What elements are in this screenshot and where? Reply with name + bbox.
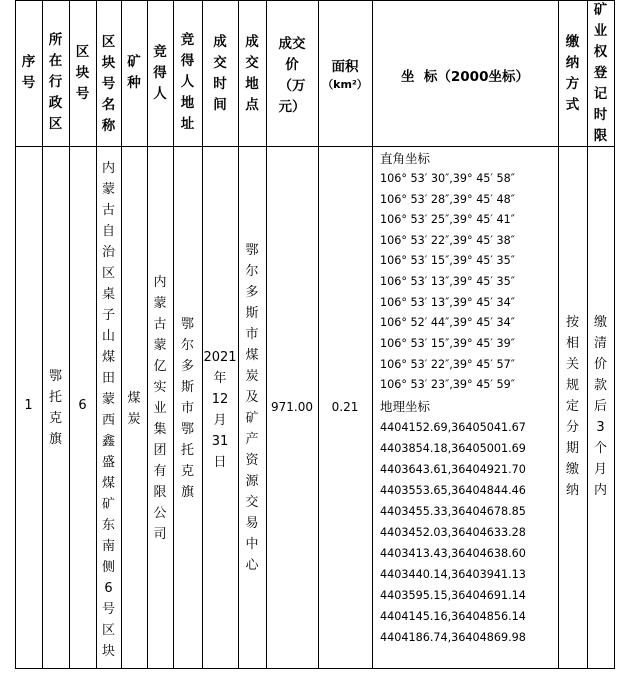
header-bidder-addr: 竞 得 人 地 址 xyxy=(180,32,195,132)
cell-deal-place: 鄂 尔 多 斯 市 煤 炭 及 矿 产 资 源 交 易 中 心 xyxy=(245,243,259,573)
cell-payment: 按 相 关 规 定 分 期 缴 纳 xyxy=(565,315,579,498)
geo-coord: 4403595.15,36404691.14 xyxy=(380,589,526,602)
header-block-no: 区 块 号 xyxy=(75,44,90,102)
header-bidder: 竞 得 人 xyxy=(153,44,167,102)
header-mineral: 矿 种 xyxy=(127,54,141,91)
cell-block-name: 内 蒙 古 自 治 区 桌 子 山 煤 田 蒙 西 鑫 盛 煤 矿 东 南 侧 6 号 区 块 xyxy=(101,161,115,659)
rect-coord: 106° 53′ 15″,39° 45′ 39″ xyxy=(380,337,515,350)
geo-coords-title: 地理坐标 xyxy=(380,399,431,414)
cell-price: 971.00 xyxy=(271,400,313,414)
rect-coord: 106° 53′ 13″,39° 45′ 34″ xyxy=(380,296,515,309)
geo-coord: 4403413.43,36404638.60 xyxy=(380,547,526,560)
rect-coord: 106° 53′ 13″,39° 45′ 35″ xyxy=(380,275,515,288)
cell-bidder-addr: 鄂 尔 多 斯 市 鄂 托 克 旗 xyxy=(180,317,194,500)
rect-coords-title: 直角坐标 xyxy=(380,151,431,166)
header-block-name: 区 块 号 名 称 xyxy=(101,34,116,134)
rect-coord: 106° 53′ 28″,39° 45′ 48″ xyxy=(380,193,515,206)
header-coords: 坐 标（2000坐标） xyxy=(401,69,529,85)
geo-coord: 4404152.69,36405041.67 xyxy=(380,421,526,434)
header-seq: 序 号 xyxy=(21,54,36,91)
cell-seq: 1 xyxy=(24,398,33,413)
cell-bidder: 内 蒙 古 蒙 亿 实 业 集 团 有 限 公 司 xyxy=(153,275,167,542)
geo-coord: 4404186.74,36404869.98 xyxy=(380,631,526,644)
header-deal-place: 成 交 地 点 xyxy=(245,34,259,113)
header-deal-time: 成 交 时 间 xyxy=(213,34,227,113)
header-payment: 缴 纳 方 式 xyxy=(565,34,580,113)
rect-coord: 106° 53′ 23″,39° 45′ 59″ xyxy=(380,378,515,391)
cell-region: 鄂 托 克 旗 xyxy=(48,369,62,447)
cell-area: 0.21 xyxy=(331,400,359,414)
cell-term: 缴 清 价 款 后 3 个 月 内 xyxy=(593,315,607,498)
geo-coord: 4403452.03,36404633.28 xyxy=(380,526,526,539)
cell-deal-time: 2021 年 12 月 31 日 xyxy=(203,350,237,470)
geo-coord: 4403643.61,36404921.70 xyxy=(380,463,526,476)
geo-coord: 4403440.14,36403941.13 xyxy=(380,568,526,581)
header-price: 成交 价 （万 元） xyxy=(278,36,306,115)
geo-coord: 4403854.18,36405001.69 xyxy=(380,442,526,455)
header-term: 矿 业 权 登 记 时 限 xyxy=(593,2,608,144)
rect-coord: 106° 53′ 22″,39° 45′ 38″ xyxy=(380,234,515,247)
geo-coord: 4404145.16,36404856.14 xyxy=(380,610,526,623)
cell-block-no: 6 xyxy=(78,398,87,413)
rect-coord: 106° 52′ 44″,39° 45′ 34″ xyxy=(380,316,515,329)
geo-coord: 4403455.33,36404678.85 xyxy=(380,505,526,518)
header-region: 所 在 行 政 区 xyxy=(48,32,63,132)
rect-coord: 106° 53′ 22″,39° 45′ 57″ xyxy=(380,358,515,371)
rect-coord: 106° 53′ 25″,39° 45′ 41″ xyxy=(380,213,515,226)
header-area: 面积 （km²） xyxy=(322,59,368,91)
rect-coord: 106° 53′ 30″,39° 45′ 58″ xyxy=(380,172,515,185)
cell-mineral: 煤 炭 xyxy=(127,391,141,427)
geo-coord: 4403553.65,36404844.46 xyxy=(380,484,526,497)
rect-coord: 106° 53′ 15″,39° 45′ 35″ xyxy=(380,254,515,267)
